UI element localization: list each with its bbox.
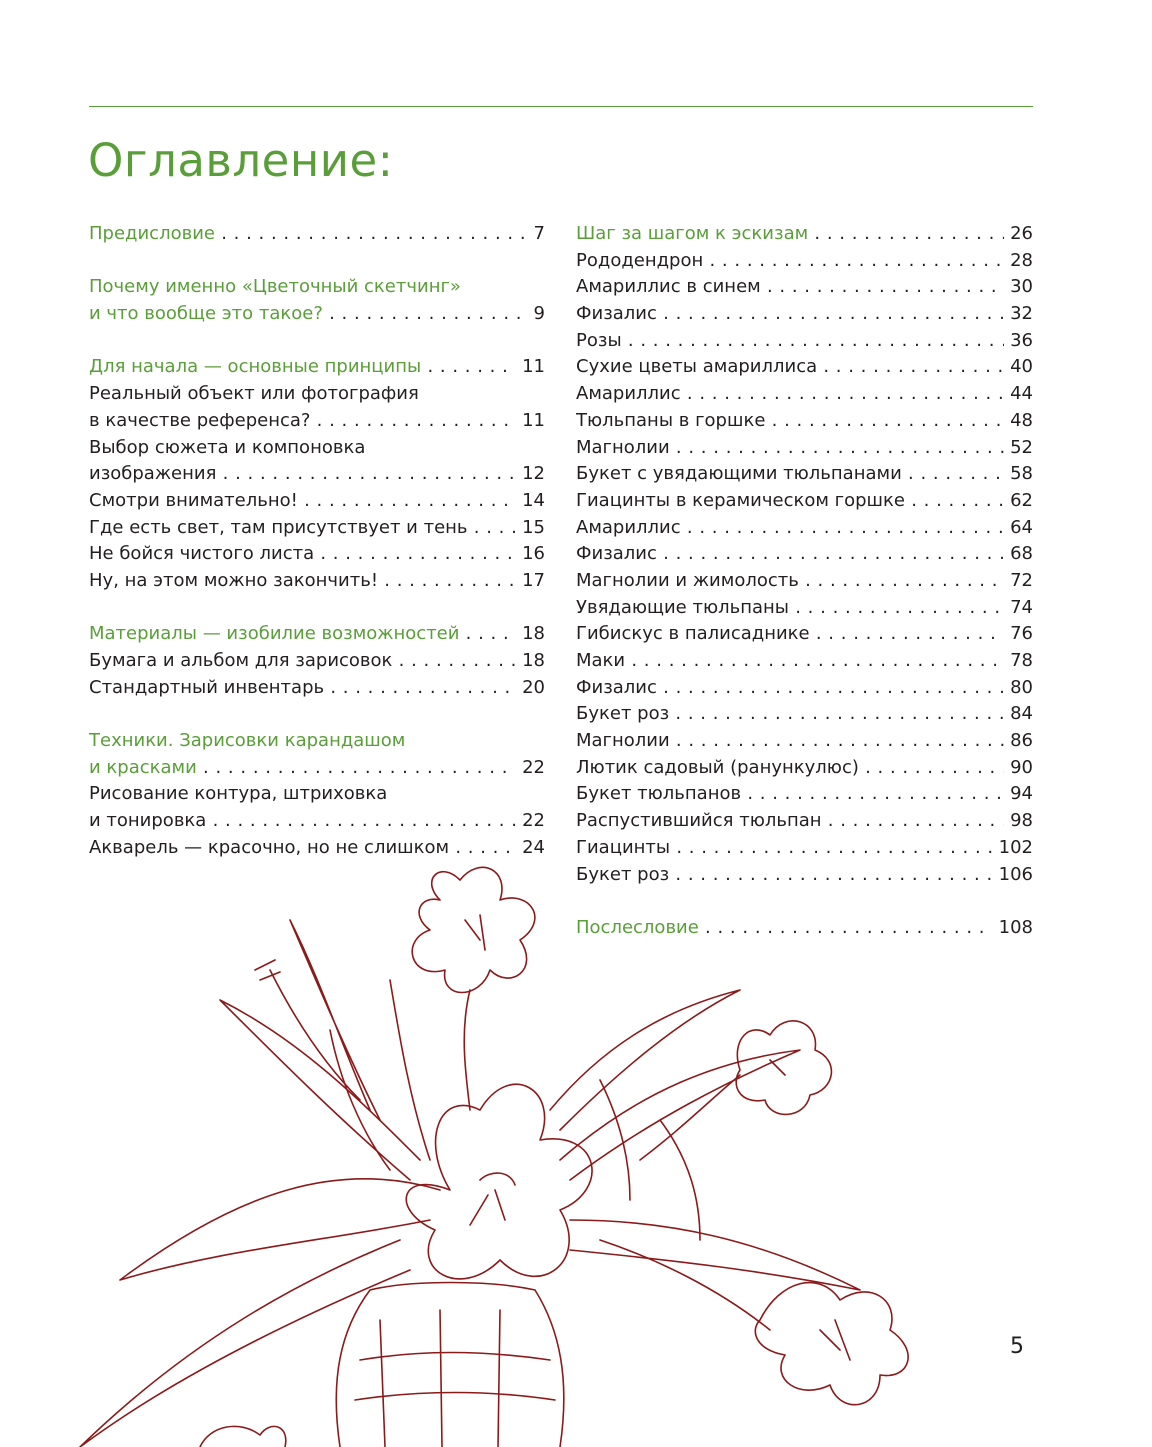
- toc-entry-title: Сухие цветы амариллиса . . .: [576, 356, 1033, 377]
- toc-entry-page: 28: [1004, 248, 1033, 275]
- toc-entry-title: и тонировка . . .: [89, 810, 545, 831]
- toc-entry[interactable]: [576, 781, 1033, 808]
- centre-flower: [406, 1084, 592, 1279]
- toc-entry-title: Шаг за шагом к эскизам . . .: [576, 223, 1033, 244]
- toc-entry-title: Распустившийся тюльпан . . .: [576, 810, 1033, 831]
- toc-entry-title: Магнолии . . .: [576, 730, 1033, 751]
- toc-section-entry[interactable]: [89, 221, 545, 248]
- toc-entry-page: 78: [1004, 648, 1033, 675]
- toc-entry[interactable]: [576, 835, 1033, 862]
- right-leaf-1: [560, 1050, 800, 1180]
- toc-entry[interactable]: [89, 541, 545, 568]
- toc-entry-page: 15: [516, 515, 545, 542]
- toc-entry-page: 22: [516, 808, 545, 835]
- toc-entry[interactable]: [576, 755, 1033, 782]
- toc-entry[interactable]: [89, 835, 545, 862]
- toc-entry-title: Физалис . . .: [576, 303, 1033, 324]
- toc-section-entry[interactable]: [89, 274, 545, 301]
- right-lily: [755, 1283, 908, 1405]
- toc-entry-title: Для начала — основные принципы . . .: [89, 356, 545, 377]
- toc-entry-page: 52: [1004, 435, 1033, 462]
- toc-entry[interactable]: [576, 568, 1033, 595]
- toc-entry-page: 84: [1004, 701, 1033, 728]
- toc-entry-title: Ну, на этом можно закончить! . . .: [89, 570, 545, 591]
- toc-entry-page: 7: [528, 221, 545, 248]
- toc-entry-title: Магнолии . . .: [576, 437, 1033, 458]
- toc-section-entry[interactable]: [576, 221, 1033, 248]
- toc-entry[interactable]: [89, 675, 545, 702]
- toc-entry-page: 11: [516, 408, 545, 435]
- toc-section-entry[interactable]: [89, 301, 545, 328]
- toc-entry-title: Гибискус в палисаднике . . .: [576, 623, 1033, 644]
- left-leaf-2: [220, 1000, 420, 1180]
- toc-entry-title: Где есть свет, там присутствует и тень . . .: [89, 517, 545, 538]
- top-flower-stem: [464, 990, 470, 1110]
- toc-entry[interactable]: [89, 488, 545, 515]
- toc-left-column: [89, 221, 545, 862]
- toc-entry-title: Предисловие . . .: [89, 223, 545, 244]
- toc-entry-page: 18: [516, 648, 545, 675]
- toc-entry-title: Магнолии и жимолость . . .: [576, 570, 1033, 591]
- toc-entry[interactable]: [576, 274, 1033, 301]
- toc-entry-page: 40: [1004, 354, 1033, 381]
- toc-entry[interactable]: [576, 648, 1033, 675]
- right-top-flower: [736, 1021, 831, 1115]
- toc-entry-title: Амариллис . . .: [576, 517, 1033, 538]
- toc-entry-page: 17: [516, 568, 545, 595]
- toc-entry-page: 62: [1004, 488, 1033, 515]
- toc-entry[interactable]: [576, 595, 1033, 622]
- toc-entry-page: 12: [516, 461, 545, 488]
- toc-entry-page: 22: [516, 755, 545, 782]
- toc-entry[interactable]: [576, 381, 1033, 408]
- toc-entry-page: 48: [1004, 408, 1033, 435]
- toc-entry-title: Рододендрон . . .: [576, 250, 1033, 271]
- right-lily-stem: [600, 1240, 770, 1330]
- toc-entry-title: Почему именно «Цветочный скетчинг»: [89, 276, 461, 298]
- toc-entry-title: Букет с увядающими тюльпанами . . .: [576, 463, 1033, 484]
- toc-entry-page: 90: [1004, 755, 1033, 782]
- toc-entry[interactable]: [576, 328, 1033, 355]
- toc-entry-title: Не бойся чистого листа . . .: [89, 543, 545, 564]
- toc-entry-title: Маки . . .: [576, 650, 1033, 671]
- toc-entry-page: 106: [993, 862, 1033, 889]
- toc-entry-page: 58: [1004, 461, 1033, 488]
- toc-spacer: [89, 701, 545, 728]
- toc-entry[interactable]: [89, 408, 545, 435]
- toc-spacer: [89, 328, 545, 355]
- toc-entry-page: 14: [516, 488, 545, 515]
- toc-entry-title: Букет роз . . .: [576, 864, 1033, 885]
- toc-entry-page: 32: [1004, 301, 1033, 328]
- toc-entry-title: Физалис . . .: [576, 543, 1033, 564]
- toc-entry[interactable]: [576, 248, 1033, 275]
- right-leaf-3: [550, 990, 740, 1130]
- page-number: 5: [1010, 1334, 1024, 1359]
- toc-entry-title: Лютик садовый (ранункулюс) . . .: [576, 757, 1033, 778]
- toc-entry-page: 44: [1004, 381, 1033, 408]
- toc-entry-title: Гиацинты . . .: [576, 837, 1033, 858]
- grass-strokes: [330, 980, 700, 1240]
- toc-entry[interactable]: [576, 541, 1033, 568]
- toc-section-entry[interactable]: [89, 755, 545, 782]
- toc-entry-title: Розы . . .: [576, 330, 1033, 351]
- toc-entry[interactable]: [576, 354, 1033, 381]
- toc-entry[interactable]: [89, 808, 545, 835]
- toc-entry-title: изображения . . .: [89, 463, 545, 484]
- toc-entry-title: Физалис . . .: [576, 677, 1033, 698]
- right-leaf-2: [570, 1220, 860, 1290]
- toc-entry-title: Амариллис . . .: [576, 383, 1033, 404]
- vase-texture: [355, 1310, 555, 1447]
- toc-entry-page: 18: [516, 621, 545, 648]
- toc-entry-page: 26: [1004, 221, 1033, 248]
- toc-entry[interactable]: [576, 808, 1033, 835]
- toc-entry[interactable]: [576, 488, 1033, 515]
- toc-entry-page: 68: [1004, 541, 1033, 568]
- toc-section-entry[interactable]: [89, 728, 545, 755]
- toc-entry-title: Гиацинты в керамическом горшке . . .: [576, 490, 1033, 511]
- toc-entry-title: Рисование контура, штриховка: [89, 783, 388, 805]
- toc-entry-title: Амариллис в синем . . .: [576, 276, 1033, 297]
- toc-entry-page: 108: [993, 915, 1033, 942]
- toc-entry-title: и красками . . .: [89, 757, 545, 778]
- toc-entry[interactable]: [576, 435, 1033, 462]
- toc-entry[interactable]: [89, 515, 545, 542]
- toc-entry[interactable]: [576, 675, 1033, 702]
- toc-entry[interactable]: [576, 515, 1033, 542]
- toc-entry[interactable]: [576, 621, 1033, 648]
- top-flower: [412, 867, 535, 992]
- toc-entry-page: 16: [516, 541, 545, 568]
- toc-entry-page: 24: [516, 835, 545, 862]
- toc-entry-title: Техники. Зарисовки карандашом: [89, 730, 406, 752]
- toc-section-entry[interactable]: [89, 354, 545, 381]
- left-leaf-3: [80, 1240, 410, 1447]
- toc-entry-title: Букет роз . . .: [576, 703, 1033, 724]
- toc-entry-title: в качестве референса? . . .: [89, 410, 545, 431]
- toc-right-column: [576, 221, 1033, 942]
- toc-entry[interactable]: [89, 381, 545, 408]
- toc-entry-page: 11: [516, 354, 545, 381]
- toc-entry-title: Букет тюльпанов . . .: [576, 783, 1033, 804]
- toc-entry-page: 9: [528, 301, 545, 328]
- toc-entry-page: 98: [1004, 808, 1033, 835]
- toc-entry-page: 20: [516, 675, 545, 702]
- toc-entry[interactable]: [89, 461, 545, 488]
- toc-entry-page: 30: [1004, 274, 1033, 301]
- toc-entry-page: 72: [1004, 568, 1033, 595]
- toc-entry-title: Увядающие тюльпаны . . .: [576, 597, 1033, 618]
- toc-entry-title: Материалы — изобилие возможностей . . .: [89, 623, 545, 644]
- toc-entry-page: 80: [1004, 675, 1033, 702]
- toc-entry-page: 74: [1004, 595, 1033, 622]
- toc-entry-title: Реальный объект или фотография: [89, 383, 419, 405]
- toc-entry-page: 76: [1004, 621, 1033, 648]
- toc-entry-title: Стандартный инвентарь . . .: [89, 677, 545, 698]
- toc-entry[interactable]: [576, 701, 1033, 728]
- toc-entry-title: Послесловие . . .: [576, 917, 1033, 938]
- bottom-left-bud: [200, 1426, 286, 1447]
- toc-spacer: [89, 595, 545, 622]
- toc-entry[interactable]: [576, 301, 1033, 328]
- right-top-stem: [640, 1075, 740, 1160]
- toc-entry[interactable]: [576, 461, 1033, 488]
- top-divider: [89, 106, 1033, 107]
- vase-outline: [336, 1283, 564, 1447]
- toc-entry-title: Бумага и альбом для зарисовок . . .: [89, 650, 545, 671]
- toc-entry-page: 36: [1004, 328, 1033, 355]
- toc-entry-title: Акварель — красочно, но не слишком . . .: [89, 837, 545, 858]
- toc-entry-page: 94: [1004, 781, 1033, 808]
- toc-entry-title: Выбор сюжета и компоновка: [89, 436, 366, 458]
- toc-entry-title: Смотри внимательно! . . .: [89, 490, 545, 511]
- toc-entry-page: 64: [1004, 515, 1033, 542]
- toc-spacer: [89, 248, 545, 275]
- toc-entry[interactable]: [576, 408, 1033, 435]
- toc-entry-title: и что вообще это такое? . . .: [89, 303, 545, 324]
- page-title: Оглавление:: [88, 134, 394, 187]
- toc-entry[interactable]: [89, 435, 545, 462]
- toc-section-entry[interactable]: [89, 621, 545, 648]
- toc-entry[interactable]: [89, 568, 545, 595]
- toc-entry[interactable]: [89, 648, 545, 675]
- left-leaf-1: [120, 1179, 440, 1280]
- left-leaf-4: [290, 920, 380, 1120]
- flower-bouquet-illustration: [40, 860, 980, 1447]
- toc-entry[interactable]: [576, 728, 1033, 755]
- toc-entry-page: 102: [993, 835, 1033, 862]
- toc-entry-page: 86: [1004, 728, 1033, 755]
- toc-entry-title: Тюльпаны в горшке . . .: [576, 410, 1033, 431]
- toc-entry[interactable]: [89, 781, 545, 808]
